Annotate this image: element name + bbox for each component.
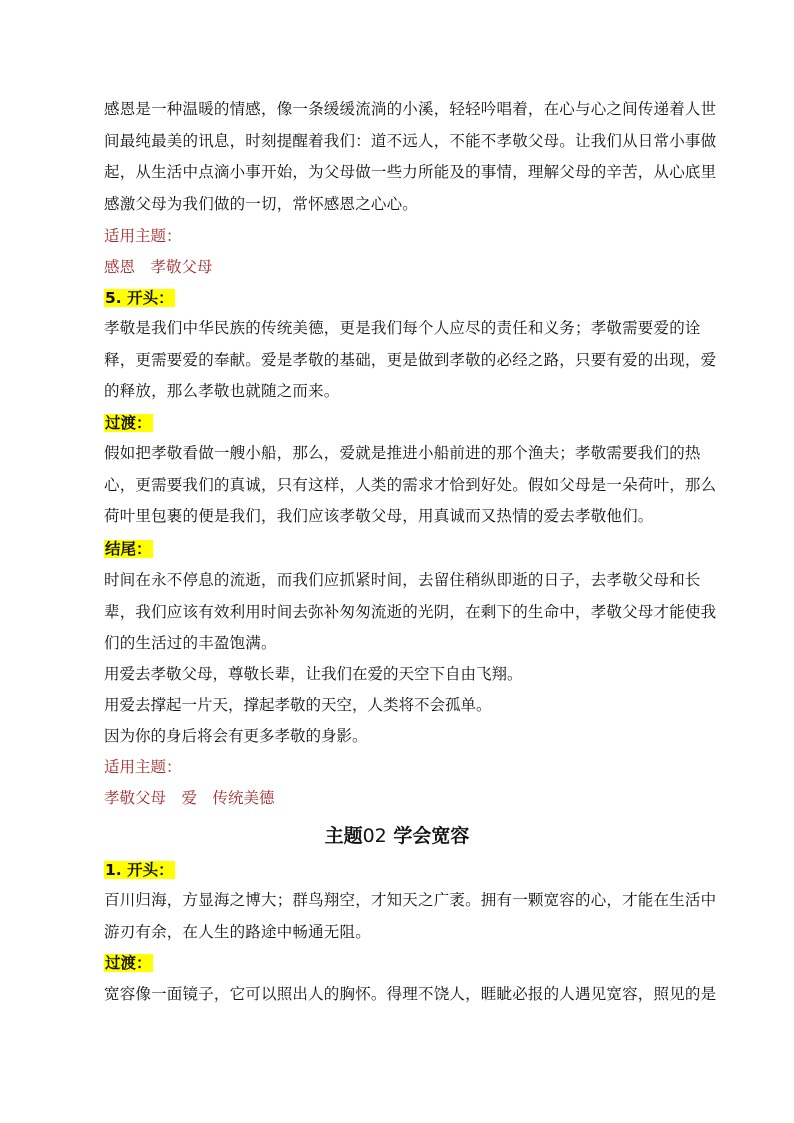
ending-label: 结尾：	[105, 540, 152, 558]
topic2-opening-paragraph: 百川归海，方显海之博大；群鸟翔空，才知天之广袤。拥有一颗宽容的心，才能在生活中游刃有余，在人生的路途中畅通无阻。	[104, 891, 717, 941]
transition-label: 过渡：	[105, 414, 152, 432]
ending-heading	[104, 539, 153, 559]
topic2-transition-heading	[104, 953, 153, 973]
topic-title-prefix: 主题	[324, 825, 363, 847]
topic2-transition-label: 过渡：	[105, 954, 152, 972]
topic-title-text: 学会宽容	[393, 825, 470, 847]
opening-heading	[104, 288, 175, 308]
theme-list: 感恩 孝敬父母	[104, 258, 213, 276]
topic2-opening-heading	[104, 860, 175, 880]
theme-label-2: 适用主题：	[104, 758, 182, 776]
theme-label: 适用主题：	[104, 227, 182, 245]
opening-paragraph: 孝敬是我们中华民族的传统美德，更是我们每个人应尽的责任和义务；孝敬需要爱的诠释，更需要爱的奉献。爱是孝敬的基础，更是做到孝敬的必经之路，只要有爱的出现，爱的释放，那么孝敬也就随之而来。	[104, 319, 717, 400]
ending-line-2: 用爱去撑起一片天，撑起孝敬的天空，人类将不会孤单。	[104, 696, 492, 714]
opening-label: 5. 开头：	[105, 289, 174, 307]
transition-paragraph: 假如把孝敬看做一艘小船，那么，爱就是推进小船前进的那个渔夫；孝敬需要我们的热心，更需要我们的真诚，只有这样，人类的需求才恰到好处。假如父母是一朵荷叶，那么荷叶里包裹的便是我们，我们应该孝敬父母，用真诚而又热情的爱去孝敬他们。	[104, 444, 717, 525]
ending-line-1: 用爱去孝敬父母，尊敬长辈，让我们在爱的天空下自由飞翔。	[104, 665, 523, 683]
gratitude-paragraph: 感恩是一种温暖的情感，像一条缓缓流淌的小溪，轻轻吟唱着，在心与心之间传递着人世间最纯最美的讯息，时刻提醒着我们：道不远人，不能不孝敬父母。让我们从日常小事做起，从生活中点滴小事开始，为父母做一些力所能及的事情，理解父母的辛苦，从心底里感激父母为我们做的一切，常怀感恩之心心。	[104, 100, 717, 213]
topic2-opening-label: 1. 开头：	[105, 861, 174, 879]
ending-paragraph: 时间在永不停息的流逝，而我们应抓紧时间，去留住稍纵即逝的日子，去孝敬父母和长辈，我们应该有效利用时间去弥补匆匆流逝的光阴，在剩下的生命中，孝敬父母才能使我们的生活过的丰盈饱满。	[104, 571, 717, 652]
topic2-transition-paragraph: 宽容像一面镜子，它可以照出人的胸怀。得理不饶人，睚眦必报的人遇见宽容，照见的是	[104, 985, 717, 1003]
topic-title	[0, 821, 794, 848]
transition-heading	[104, 413, 153, 433]
topic-title-number: 02	[362, 825, 387, 847]
ending-line-3: 因为你的身后将会有更多孝敬的身影。	[104, 727, 368, 745]
theme-list-2: 孝敬父母 爱 传统美德	[104, 789, 275, 807]
